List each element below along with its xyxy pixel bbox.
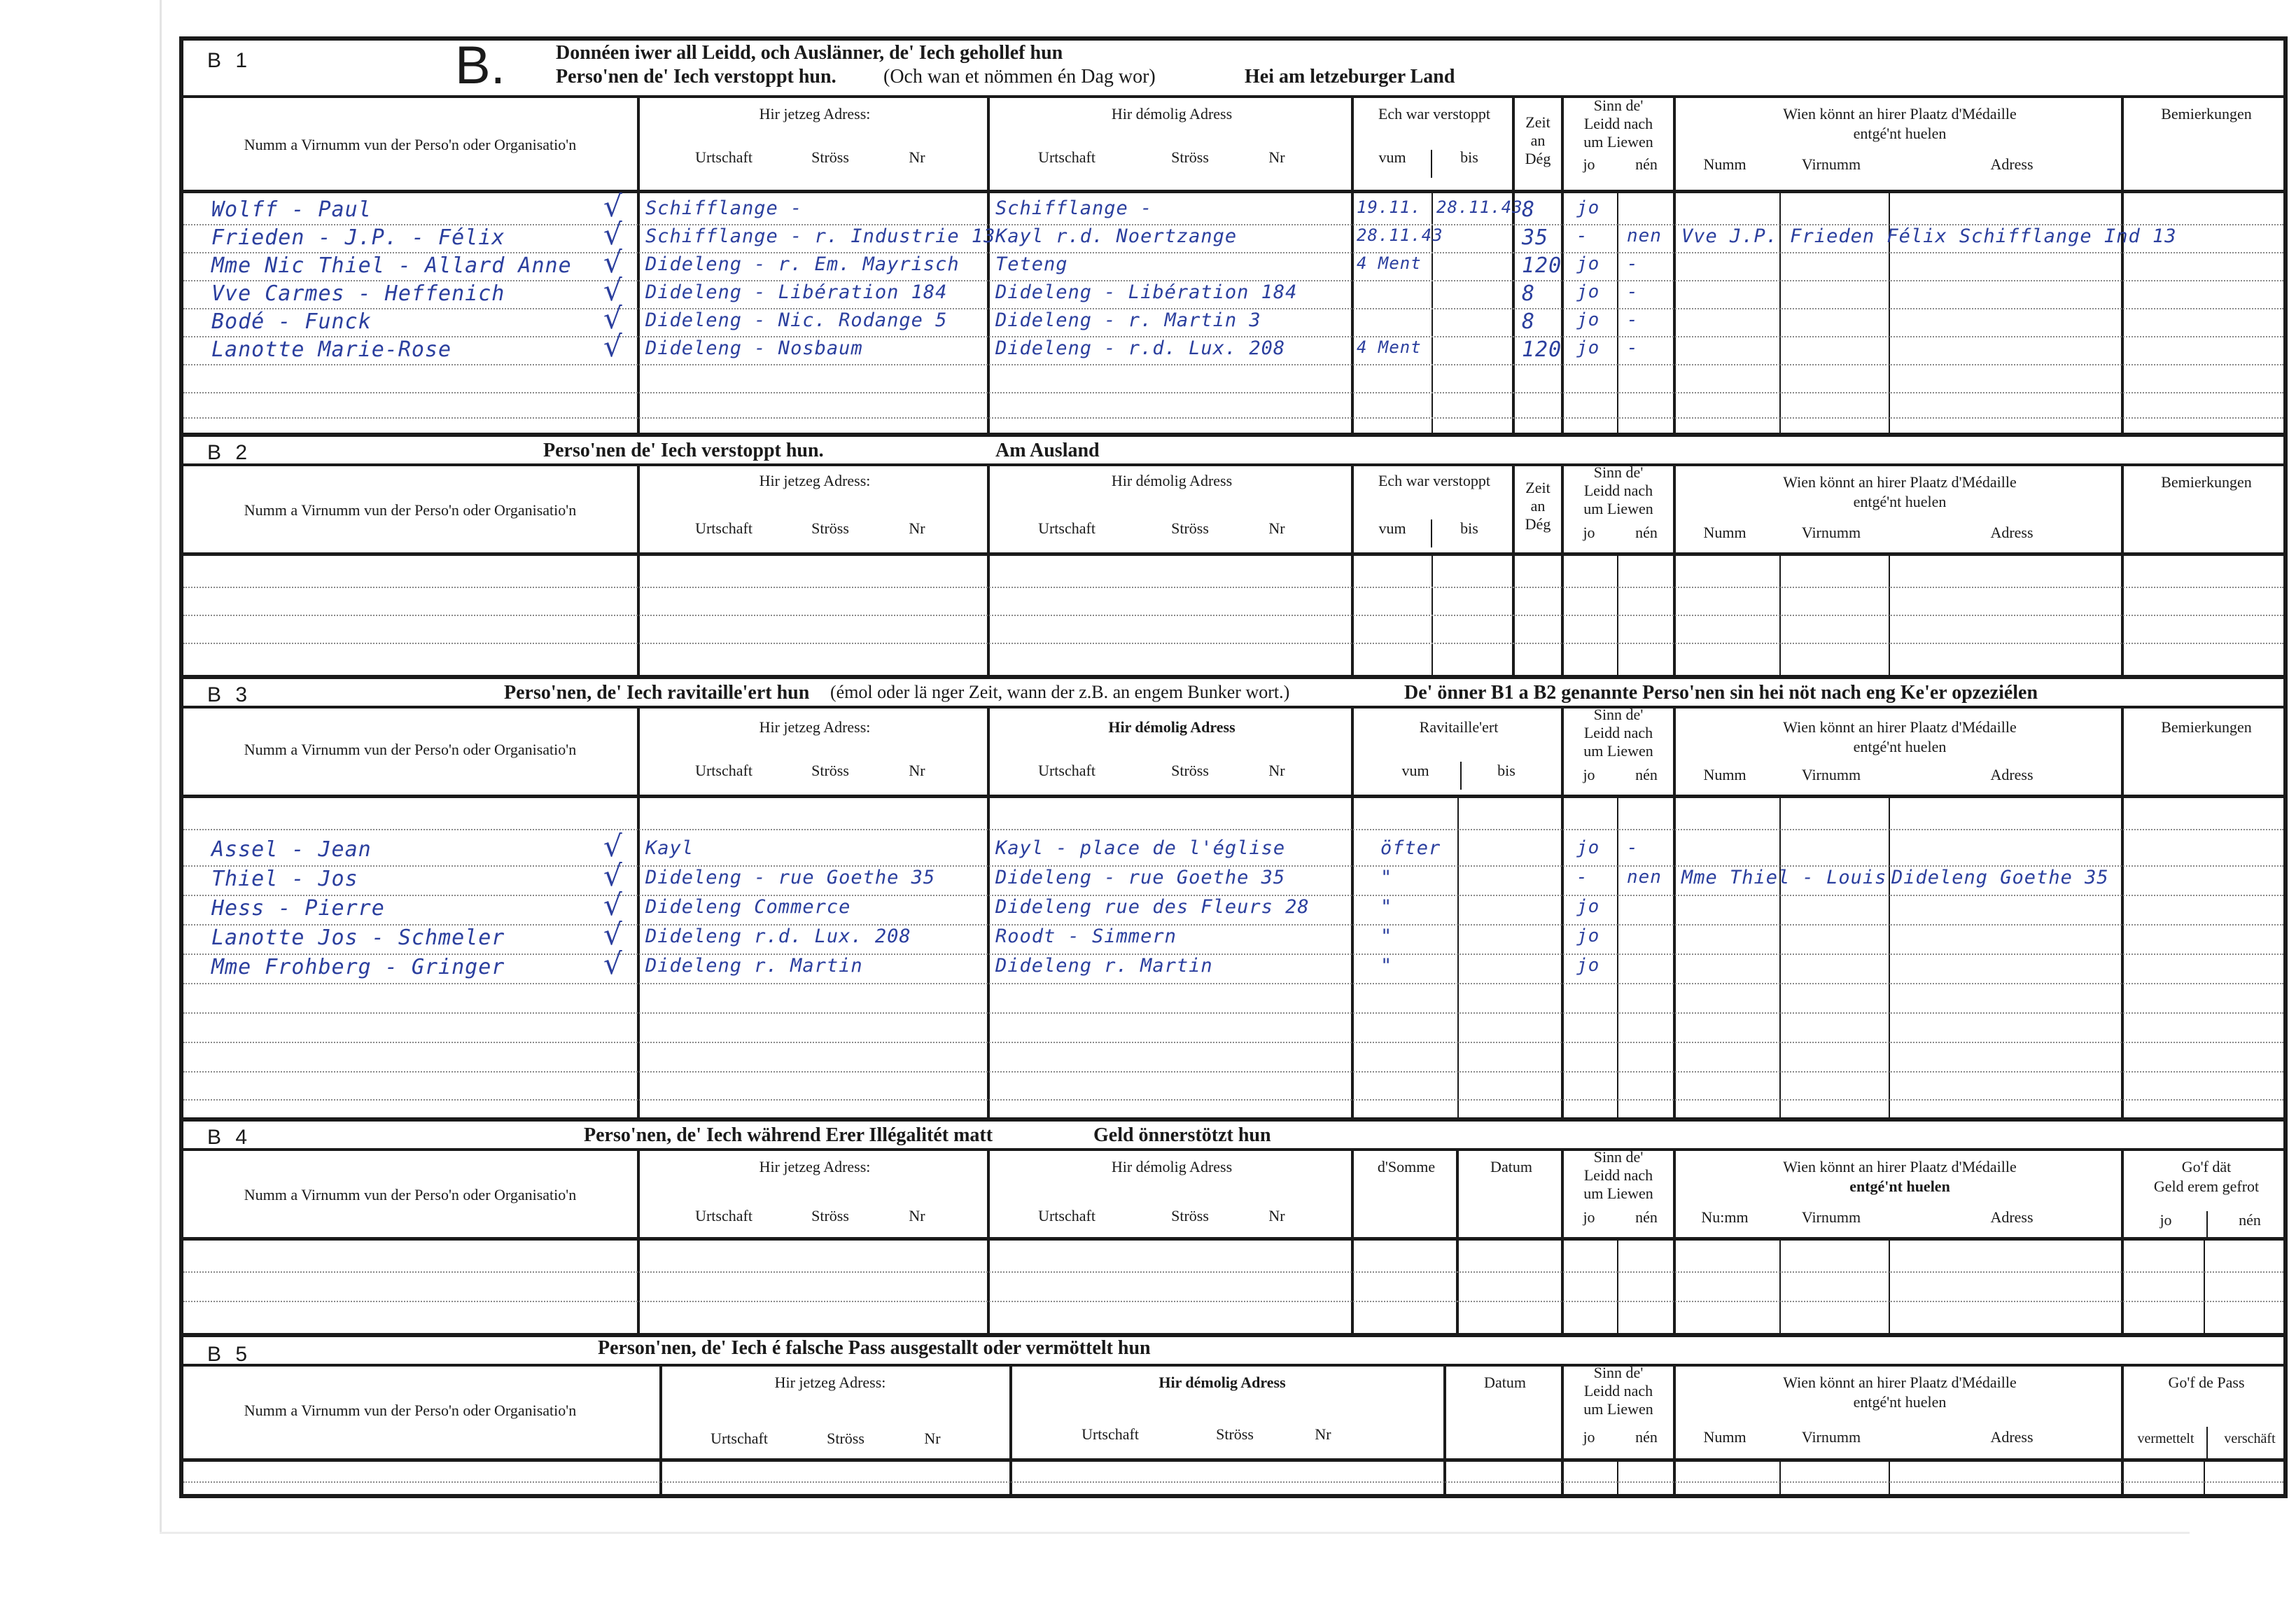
alive-label: Sinn de' — [1593, 1148, 1644, 1166]
section-subtitle: (émol oder lä nger Zeit, wann der z.B. an engem Bunker wort.) — [830, 682, 1290, 702]
medal-first-label: Virnumm — [1801, 1208, 1861, 1226]
section-note: De' önner B1 a B2 genannte Perso'nen sin hei nöt nach eng Ke'er opzeziélen — [1404, 682, 2038, 704]
alive-no: nen — [1627, 867, 1662, 888]
to-label: bis — [1497, 762, 1516, 779]
mediated-label: vermettelt — [2137, 1431, 2194, 1446]
alive-label: Leidd nach — [1583, 1382, 1653, 1399]
alive-yes: jo — [1576, 337, 1600, 358]
days-count: 8 — [1522, 197, 1536, 222]
medal-name-label: Nu:mm — [1701, 1208, 1749, 1226]
name-header — [183, 98, 637, 190]
alive-yes: - — [1576, 867, 1588, 888]
days-header — [1512, 98, 1561, 190]
yes-label: jo — [2160, 1211, 2172, 1229]
section-code: B 1 — [207, 49, 252, 72]
former-address-label: Hir démolig Adress — [1158, 1374, 1286, 1391]
former-address: Dideleng - r. Martin 3 — [995, 309, 1261, 331]
name-header-label: Numm a Virnumm vun der Perso'n oder Organisatio'n — [244, 501, 577, 519]
alive-yes: jo — [1576, 281, 1600, 302]
alive-yes: - — [1576, 225, 1588, 246]
divider — [1431, 150, 1432, 178]
medal-label: entgé'nt huelen — [1853, 1393, 1947, 1411]
page-fold-line — [160, 0, 162, 1533]
days-label: Dég — [1525, 150, 1551, 167]
current-address-label: Hir jetzeg Adress: — [759, 105, 871, 123]
alive-no: nen — [1627, 225, 1662, 246]
to-label: bis — [1460, 148, 1478, 166]
current-address: Dideleng - Nic. Rodange 5 — [645, 309, 948, 331]
alive-no: - — [1627, 309, 1639, 330]
yes-label: jo — [1583, 524, 1595, 541]
street-label: Ströss — [1171, 519, 1209, 537]
days-count: 120 — [1522, 253, 1562, 278]
check-mark-icon: √ — [603, 947, 622, 981]
section-code: B 3 — [207, 683, 252, 706]
yes-label: jo — [1583, 155, 1595, 173]
check-mark-icon: √ — [603, 829, 622, 863]
current-address: Dideleng r.d. Lux. 208 — [645, 926, 911, 947]
days-count: 8 — [1522, 309, 1536, 334]
supplied-label: Ravitaille'ert — [1419, 718, 1499, 736]
former-address: Dideleng - rue Goethe 35 — [995, 867, 1286, 888]
alive-yes: jo — [1576, 926, 1600, 947]
current-address-label: Hir jetzeg Adress: — [759, 472, 871, 489]
current-address: Dideleng Commerce — [645, 896, 851, 918]
no-label: nén — [1635, 1208, 1658, 1226]
alive-label: Leidd nach — [1583, 1166, 1653, 1184]
current-address: Dideleng r. Martin — [645, 955, 863, 977]
alive-yes: jo — [1576, 253, 1600, 274]
section-title: Geld önnerstötzt hun — [1093, 1124, 1271, 1146]
medal-recipient: Vve J.P. Frieden Félix Schifflange Ind 13 — [1681, 225, 2177, 247]
sum-label: d'Somme — [1377, 1158, 1436, 1175]
name-header-label: Numm a Virnumm vun der Perso'n oder Organisatio'n — [244, 741, 577, 758]
alive-label: um Liewen — [1583, 500, 1653, 517]
alive-label: Sinn de' — [1593, 1364, 1644, 1381]
check-mark-icon: √ — [603, 888, 622, 922]
former-address: Schifflange - — [995, 197, 1153, 219]
medal-label: Wien könnt an hirer Plaatz d'Médaille — [1783, 473, 2017, 491]
medal-header — [1673, 98, 2121, 190]
alive-yes: jo — [1576, 837, 1600, 858]
alive-label: um Liewen — [1583, 1185, 1653, 1202]
supplied-period: " — [1380, 896, 1393, 918]
nr-label: Nr — [909, 1207, 925, 1224]
medal-address: Dideleng Goethe 35 — [1891, 867, 2109, 888]
medal-recipient: Mme Thiel - Louis — [1681, 867, 1887, 888]
section-b4-entries — [183, 1241, 2283, 1333]
former-address: Dideleng - Libération 184 — [995, 281, 1298, 303]
days-label: an — [1530, 497, 1546, 515]
former-address-label: Hir démolig Adress — [1111, 472, 1233, 489]
section-code: B 5 — [207, 1343, 252, 1366]
hidden-from: 19.11. — [1357, 197, 1422, 217]
check-mark-icon: √ — [603, 273, 622, 307]
place-label: Urtschaft — [1038, 762, 1096, 779]
section-b1-entries — [183, 189, 2283, 433]
money-label: Go'f dät — [2181, 1158, 2232, 1175]
alive-yes: jo — [1576, 197, 1600, 218]
name-header-label: Numm a Virnumm vun der Perso'n oder Organisatio'n — [244, 1402, 577, 1419]
section-b2-column-headers — [183, 463, 2283, 556]
yes-label: jo — [1583, 766, 1595, 783]
issued-label: verschäft — [2224, 1431, 2276, 1446]
section-title: Perso'nen, de' Iech ravitaille'ert hun — [504, 682, 810, 704]
medal-address-label: Adress — [1990, 524, 2033, 541]
alive-yes: jo — [1576, 309, 1600, 330]
page-bottom-edge — [160, 1532, 2190, 1534]
check-mark-icon: √ — [603, 301, 622, 335]
former-address: Teteng — [995, 253, 1068, 275]
former-address: Dideleng rue des Fleurs 28 — [995, 896, 1310, 918]
section-title: Donnéen iwer all Leidd, och Auslänner, de' Iech gehollef hun — [556, 42, 1063, 64]
alive-no: - — [1627, 337, 1639, 358]
days-label: Zeit — [1525, 479, 1550, 496]
place-label: Urtschaft — [695, 1207, 752, 1224]
nr-label: Nr — [1268, 148, 1285, 166]
alive-label: um Liewen — [1583, 742, 1653, 760]
alive-label: Sinn de' — [1593, 463, 1644, 481]
money-label: Geld erem gefrot — [2153, 1178, 2260, 1195]
from-label: vum — [1378, 148, 1406, 166]
section-letter: B. — [455, 36, 505, 95]
to-label: bis — [1460, 519, 1478, 537]
section-b1-heading — [183, 36, 2283, 95]
place-label: Urtschaft — [1038, 519, 1096, 537]
medal-address-label: Adress — [1990, 155, 2033, 173]
days-label: Dég — [1525, 515, 1551, 533]
alive-label: um Liewen — [1583, 133, 1653, 151]
street-label: Ströss — [827, 1430, 864, 1447]
section-code: B 4 — [207, 1126, 252, 1149]
from-label: vum — [1401, 762, 1429, 779]
section-b2-entries — [183, 556, 2283, 675]
alive-header — [1561, 98, 1673, 190]
current-address: Dideleng - rue Goethe 35 — [645, 867, 936, 888]
days-count: 120 — [1522, 337, 1562, 362]
former-address: Roodt - Simmern — [995, 926, 1177, 947]
person-name: Hess - Pierre — [211, 896, 385, 921]
check-mark-icon: √ — [603, 858, 622, 893]
former-address: Dideleng - r.d. Lux. 208 — [995, 337, 1286, 359]
alive-no: - — [1627, 837, 1639, 858]
medal-name-label: Numm — [1703, 766, 1746, 783]
medal-label: Wien könnt an hirer Plaatz d'Médaille — [1783, 105, 2017, 123]
street-label: Ströss — [811, 762, 849, 779]
street-label: Ströss — [1171, 148, 1209, 166]
place-label: Urtschaft — [1038, 1207, 1096, 1224]
medal-label: Wien könnt an hirer Plaatz d'Médaille — [1783, 1374, 2017, 1391]
nr-label: Nr — [1268, 519, 1285, 537]
remarks-header — [2121, 98, 2288, 190]
section-b4-heading — [183, 1117, 2283, 1148]
check-mark-icon: √ — [603, 245, 622, 279]
from-label: vum — [1378, 519, 1406, 537]
nr-label: Nr — [909, 148, 925, 166]
current-address: Kayl — [645, 837, 694, 859]
check-mark-icon: √ — [603, 917, 622, 951]
name-header-label: Numm a Virnumm vun der Perso'n oder Organisatio'n — [244, 1186, 577, 1203]
supplied-period: " — [1380, 867, 1393, 888]
alive-label: um Liewen — [1583, 1400, 1653, 1418]
days-label: Zeit — [1525, 113, 1550, 131]
pass-label: Go'f de Pass — [2168, 1374, 2245, 1391]
days-count: 8 — [1522, 281, 1536, 306]
former-address-label: Hir démolig Adress — [1108, 718, 1236, 736]
street-label: Ströss — [811, 519, 849, 537]
hidden-from: 28.11.43 — [1357, 225, 1443, 245]
street-label: Ströss — [811, 148, 849, 166]
former-address-label: Hir démolig Adress — [1111, 105, 1233, 123]
person-name: Wolff - Paul — [211, 197, 372, 222]
current-address: Schifflange - r. Industrie 13 — [645, 225, 996, 247]
remarks-label: Bemierkungen — [2161, 105, 2252, 123]
alive-yes: jo — [1576, 896, 1600, 917]
date-label: Datum — [1490, 1158, 1532, 1175]
nr-label: Nr — [1268, 1207, 1285, 1224]
medal-address-label: Adress — [1990, 1208, 2033, 1226]
check-mark-icon: √ — [603, 329, 622, 363]
current-address-header — [637, 98, 987, 190]
current-address: Dideleng - Libération 184 — [645, 281, 948, 303]
nr-label: Nr — [924, 1430, 941, 1447]
person-name: Bodé - Funck — [211, 309, 372, 334]
no-label: nén — [1635, 155, 1658, 173]
person-name: Frieden - J.P. - Félix — [211, 225, 505, 250]
alive-label: Leidd nach — [1583, 724, 1653, 741]
medal-label: entgé'nt huelen — [1853, 738, 1947, 755]
alive-label: Leidd nach — [1583, 115, 1653, 132]
section-b1-column-headers — [183, 95, 2283, 193]
no-label: nén — [1635, 1428, 1658, 1446]
yes-label: jo — [1583, 1208, 1595, 1226]
days-count: 35 — [1522, 225, 1549, 250]
check-mark-icon: √ — [603, 189, 622, 223]
place-label: Urtschaft — [1038, 148, 1096, 166]
alive-label: Sinn de' — [1593, 97, 1644, 114]
street-label: Ströss — [1171, 762, 1209, 779]
current-address: Dideleng - r. Em. Mayrisch — [645, 253, 960, 275]
current-address-label: Hir jetzeg Adress: — [759, 718, 871, 736]
medal-label: entgé'nt huelen — [1853, 493, 1947, 510]
street-label: Ströss — [1216, 1425, 1254, 1443]
section-b3-entries — [183, 798, 2283, 1117]
medal-address-label: Adress — [1990, 766, 2033, 783]
alive-yes: jo — [1576, 955, 1600, 976]
section-b5-entries — [183, 1462, 2283, 1498]
medal-first-label: Virnumm — [1801, 1428, 1861, 1446]
current-address-label: Hir jetzeg Adress: — [759, 1158, 871, 1175]
medal-first-label: Virnumm — [1801, 766, 1861, 783]
medal-label: Wien könnt an hirer Plaatz d'Médaille — [1783, 718, 2017, 736]
section-b2-heading — [183, 433, 2283, 463]
medal-first-label: Virnumm — [1801, 524, 1861, 541]
hidden-label: Ech war verstoppt — [1378, 105, 1491, 123]
person-name: Vve Carmes - Heffenich — [211, 281, 505, 306]
check-mark-icon: √ — [603, 217, 622, 251]
section-b3-column-headers — [183, 706, 2283, 798]
section-subtitle: (Och wan et nömmen én Dag wor) — [883, 66, 1156, 88]
former-address: Kayl - place de l'église — [995, 837, 1286, 859]
no-label: nén — [1635, 766, 1658, 783]
supplied-period: öfter — [1380, 837, 1441, 859]
section-b3-heading — [183, 675, 2283, 706]
place-label: Urtschaft — [695, 519, 752, 537]
nr-label: Nr — [1268, 762, 1285, 779]
current-address: Schifflange - — [645, 197, 803, 219]
section-title: Person'nen, de' Iech é falsche Pass ausgestallt oder vermöttelt hun — [598, 1337, 1151, 1359]
person-name: Lanotte Jos - Schmeler — [211, 926, 505, 950]
person-name: Mme Frohberg - Gringer — [211, 955, 505, 979]
section-title: Perso'nen, de' Iech während Erer Illégalitét matt — [584, 1124, 993, 1146]
section-b4-column-headers — [183, 1148, 2283, 1241]
hidden-label: Ech war verstoppt — [1378, 472, 1491, 489]
remarks-label: Bemierkungen — [2161, 718, 2252, 736]
medal-label: entgé'nt huelen — [1853, 125, 1947, 142]
former-address-label: Hir démolig Adress — [1111, 1158, 1233, 1175]
former-address: Kayl r.d. Noertzange — [995, 225, 1238, 247]
place-label: Urtschaft — [710, 1430, 768, 1447]
former-address: Dideleng r. Martin — [995, 955, 1213, 977]
nr-label: Nr — [909, 519, 925, 537]
place-label: Urtschaft — [695, 762, 752, 779]
hidden-from: 4 Ment — [1357, 337, 1422, 357]
no-label: nén — [1635, 524, 1658, 541]
medal-label: entgé'nt huelen — [1849, 1178, 1950, 1195]
section-subtitle: Hei am letzeburger Land — [1245, 66, 1455, 88]
supplied-period: " — [1380, 955, 1393, 977]
section-b5-heading — [183, 1333, 2283, 1364]
section-code: B 2 — [207, 441, 252, 464]
medal-name-label: Numm — [1703, 155, 1746, 173]
person-name: Assel - Jean — [211, 837, 372, 862]
days-label: an — [1530, 132, 1546, 149]
current-address-label: Hir jetzeg Adress: — [774, 1374, 886, 1391]
nr-label: Nr — [1315, 1425, 1331, 1443]
questionnaire-form — [179, 36, 2288, 1498]
hidden-from: 4 Ment — [1357, 253, 1422, 273]
alive-no: - — [1627, 253, 1639, 274]
place-label: Urtschaft — [695, 148, 752, 166]
alive-label: Sinn de' — [1593, 706, 1644, 723]
date-label: Datum — [1484, 1374, 1526, 1391]
section-title: Perso'nen de' Iech verstoppt hun. — [543, 440, 824, 461]
section-b5-column-headers — [183, 1364, 2283, 1462]
yes-label: jo — [1583, 1428, 1595, 1446]
no-label: nén — [2239, 1211, 2261, 1229]
name-header-label: Numm a Virnumm vun der Perso'n oder Organisatio'n — [244, 136, 577, 153]
alive-label: Leidd nach — [1583, 482, 1653, 499]
hidden-period-header — [1351, 98, 1512, 190]
section-title: Perso'nen de' Iech verstoppt hun. — [556, 66, 836, 88]
alive-no: - — [1627, 281, 1639, 302]
supplied-period: " — [1380, 926, 1393, 947]
place-label: Urtschaft — [1082, 1425, 1139, 1443]
section-title: Am Ausland — [995, 440, 1100, 461]
nr-label: Nr — [909, 762, 925, 779]
former-address-header — [987, 98, 1351, 190]
person-name: Mme Nic Thiel - Allard Anne — [211, 253, 572, 278]
remarks-label: Bemierkungen — [2161, 473, 2252, 491]
medal-name-label: Numm — [1703, 1428, 1746, 1446]
medal-label: Wien könnt an hirer Plaatz d'Médaille — [1783, 1158, 2017, 1175]
medal-address-label: Adress — [1990, 1428, 2033, 1446]
person-name: Thiel - Jos — [211, 867, 358, 891]
medal-name-label: Numm — [1703, 524, 1746, 541]
hidden-to: 28.11.43 — [1436, 197, 1523, 217]
street-label: Ströss — [811, 1207, 849, 1224]
person-name: Lanotte Marie-Rose — [211, 337, 452, 362]
current-address: Dideleng - Nosbaum — [645, 337, 863, 359]
medal-first-label: Virnumm — [1801, 155, 1861, 173]
street-label: Ströss — [1171, 1207, 1209, 1224]
